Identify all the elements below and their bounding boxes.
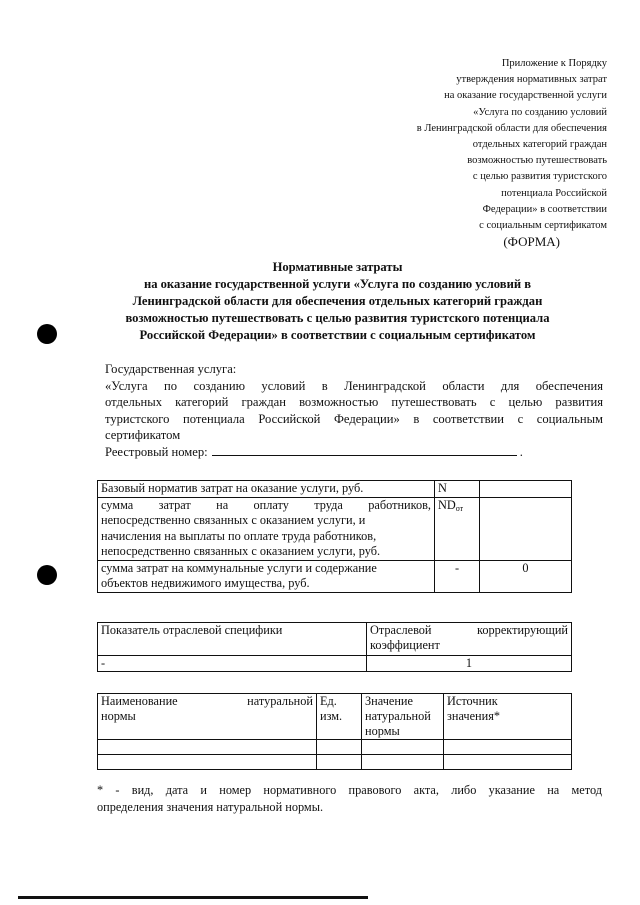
cell-text: N (438, 481, 447, 495)
cell-line: сумма затрат на коммунальные услуги и содержание (101, 560, 377, 575)
table-cell (435, 497, 480, 560)
appendix-line: на оказание государственной услуги (444, 90, 607, 102)
cell-text: - (454, 560, 460, 575)
appendix-line: с социальным сертификатом (479, 220, 607, 232)
table-cell (362, 740, 444, 755)
title-line: возможностью путешествовать с целью развития туристского потенциала (125, 311, 550, 325)
natural-norms-table (97, 693, 572, 770)
table-row (98, 560, 572, 592)
cell-text: Показатель отраслевой специфики (101, 623, 283, 637)
base-cost-table (97, 480, 572, 593)
table-header-cell (98, 694, 317, 740)
industry-specifics-table (97, 622, 572, 672)
cell-text: 0 (522, 560, 529, 575)
appendix-line: Приложение к Порядку (501, 58, 607, 69)
cell-text: Базовый норматив затрат на оказание услуги, руб. (101, 481, 364, 495)
service-block (105, 361, 603, 461)
cell-line: Отраслевой корректирующий (370, 623, 568, 637)
table-row (98, 497, 572, 560)
footnote (97, 782, 602, 815)
cell-line: натуральной (365, 709, 431, 723)
appendix-line: в Ленинградской области для обеспечения (416, 122, 607, 134)
cell-line: значения* (447, 709, 501, 723)
service-text-line: отдельных категорий граждан возможностью путешествовать с целью развития (105, 395, 603, 410)
cell-line: нормы (101, 709, 136, 723)
title-line: Российской Федерации» в соответствии с социальным сертификатом (139, 328, 536, 342)
table-row (98, 481, 572, 498)
cell-line: Ед. (320, 694, 337, 708)
appendix-line: возможностью путешествовать (467, 155, 607, 167)
cell-line: сумма затрат на оплату труда работников, (101, 497, 431, 512)
title-line: на оказание государственной услуги «Услуга по созданию условий в (143, 277, 532, 291)
appendix-line: «Услуга по созданию условий (473, 106, 607, 118)
table-cell (98, 755, 317, 770)
cell-line: непосредственно связанных с оказанием услуги, и (101, 513, 366, 527)
service-text-line: сертификатом (105, 428, 181, 443)
binder-hole-top (37, 324, 57, 344)
table-cell (480, 481, 572, 498)
table-row (98, 656, 572, 672)
footnote-line: * - вид, дата и номер нормативного правового акта, либо указание на метод (97, 783, 602, 797)
registry-number-field[interactable] (212, 444, 517, 456)
service-label: Государственная услуга: (105, 362, 237, 376)
cell-line: изм. (320, 709, 343, 723)
cell-line: Значение (365, 694, 413, 708)
table-header-cell (444, 694, 572, 740)
service-text-line: «Услуга по созданию условий в Ленинградской области для обеспечения (105, 378, 603, 393)
cell-line: начисления на выплаты по оплате труда работников, (101, 528, 377, 543)
table-header-cell (367, 623, 572, 656)
cell-line: Источник (447, 694, 498, 708)
appendix-line: Федерации» в соответствии (482, 203, 607, 215)
title-line: Нормативные затраты (272, 260, 403, 274)
cell-line: непосредственно связанных с оказанием услуги, руб. (101, 544, 381, 558)
table-header-cell (98, 623, 367, 656)
cell-subscript: от (455, 503, 464, 513)
registry-label: Реестровый номер: (105, 444, 208, 459)
table-row (98, 694, 572, 740)
table-header-cell (362, 694, 444, 740)
table-cell (367, 656, 572, 672)
table-cell (480, 497, 572, 560)
cell-line: Наименование натуральной (101, 694, 313, 708)
cell-text: - (101, 656, 106, 670)
service-text-line: туристского потенциала Российской Федерации» в соответствии с социальным (105, 411, 603, 426)
appendix-line: с целью развития туристского (472, 171, 607, 183)
table-cell (317, 755, 362, 770)
table-cell (98, 497, 435, 560)
cell-line: нормы (365, 724, 400, 738)
table-header-cell (317, 694, 362, 740)
appendix-line: утверждения нормативных затрат (456, 74, 607, 86)
registry-end: . (519, 444, 523, 459)
table-cell (435, 560, 480, 592)
appendix-line: потенциала Российской (501, 187, 607, 199)
table-cell (317, 740, 362, 755)
cell-line: коэффициент (370, 638, 440, 652)
document-title (95, 259, 580, 344)
table-row (98, 623, 572, 656)
table-cell (98, 481, 435, 498)
footnote-line: определения значения натуральной нормы. (97, 799, 324, 814)
binder-hole-bottom (37, 565, 57, 585)
form-label: (ФОРМА) (503, 234, 560, 249)
table-cell (362, 755, 444, 770)
appendix-note (347, 56, 607, 234)
table-cell (98, 740, 317, 755)
bottom-rule (18, 896, 368, 899)
cell-line: объектов недвижимого имущества, руб. (101, 576, 310, 590)
table-cell (435, 481, 480, 498)
cell-text: ND (438, 497, 456, 512)
table-row (98, 740, 572, 755)
table-cell (98, 656, 367, 672)
table-cell (444, 755, 572, 770)
title-line: Ленинградской области для обеспечения отдельных категорий граждан (132, 294, 543, 308)
table-cell (480, 560, 572, 592)
registry-row (105, 444, 603, 461)
table-row (98, 755, 572, 770)
cell-text: 1 (465, 656, 473, 670)
table-cell (98, 560, 435, 592)
table-cell (444, 740, 572, 755)
appendix-line: отдельных категорий граждан (472, 139, 607, 151)
